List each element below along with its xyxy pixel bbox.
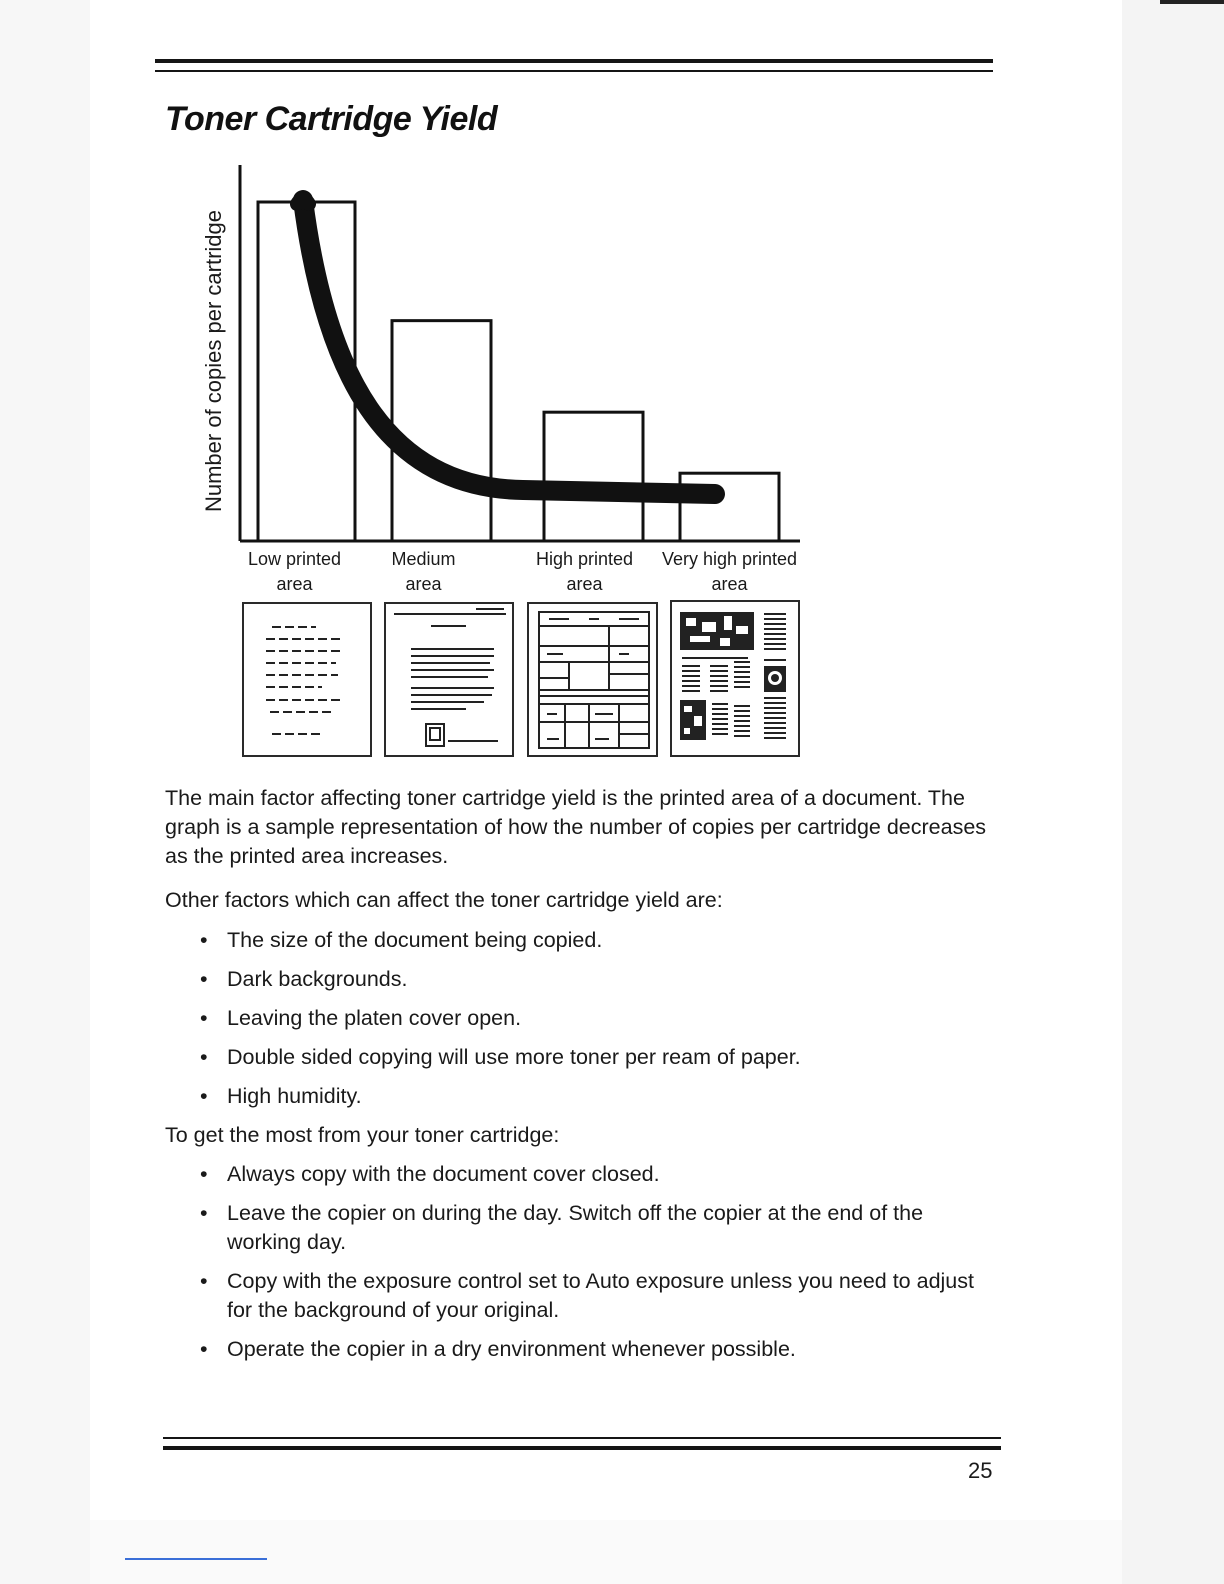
scan-bottom-band: [90, 1520, 1122, 1584]
tips-heading: To get the most from your toner cartridge:: [165, 1123, 560, 1147]
bullet-dot: •: [200, 1045, 208, 1069]
category-label: area: [405, 574, 442, 594]
thumbnail-very-high-density: [670, 600, 800, 757]
category-label: area: [276, 574, 313, 594]
header-rule-thin: [155, 70, 993, 72]
bullet-dot: •: [200, 967, 208, 991]
page-title: Toner Cartridge Yield: [165, 100, 498, 138]
scan-corner-mark: [1160, 0, 1224, 4]
factors-heading: Other factors which can affect the toner cartridge yield are:: [165, 888, 723, 912]
category-label: Low printed: [247, 549, 342, 569]
footer-rule-thick: [163, 1446, 1001, 1450]
footer-rule-thin: [163, 1437, 1001, 1439]
bullet-dot: •: [200, 1006, 208, 1030]
header-rule-thick: [155, 59, 993, 63]
tip-text: Always copy with the document cover closed.: [227, 1162, 660, 1186]
yield-chart: [195, 160, 835, 605]
factor-text: The size of the document being copied.: [227, 928, 603, 952]
y-axis-label: Number of copies per cartridge: [201, 209, 226, 513]
bullet-dot: •: [200, 1337, 208, 1361]
factor-text: High humidity.: [227, 1084, 362, 1108]
intro-paragraph: The main factor affecting toner cartridge yield is the printed area of a document. The graph is a sample representation of how the number of copies per cartridge decreases as the printed area increases.: [165, 786, 987, 868]
bullet-dot: •: [200, 1201, 208, 1225]
page-number: 25: [968, 1458, 993, 1483]
thumbnail-high-density: [527, 602, 658, 757]
trend-curve-tip: [297, 199, 309, 204]
bullet-dot: •: [200, 1084, 208, 1108]
scan-margin-left: [0, 0, 90, 1584]
factor-text: Dark backgrounds.: [227, 967, 408, 991]
factor-text: Leaving the platen cover open.: [227, 1006, 522, 1030]
trend-curve: [303, 200, 715, 494]
tip-text: Leave the copier on during the day. Switch off the copier at the end of the working day.: [227, 1201, 924, 1254]
category-label: Medium: [391, 549, 456, 569]
scan-blue-mark: [125, 1558, 267, 1560]
thumbnail-medium-density: [384, 602, 514, 757]
bar-high-printed-area: [544, 412, 643, 541]
tip-text: Operate the copier in a dry environment whenever possible.: [227, 1337, 796, 1361]
bullet-dot: •: [200, 928, 208, 952]
category-label: area: [711, 574, 748, 594]
category-label: High printed: [535, 549, 634, 569]
tip-text: Copy with the exposure control set to Auto exposure unless you need to adjust for the background of your original.: [227, 1269, 974, 1322]
bullet-dot: •: [200, 1269, 208, 1293]
thumbnail-low-density: [242, 602, 372, 757]
bullet-dot: •: [200, 1162, 208, 1186]
bar-very-high-printed-area: [680, 473, 779, 541]
bar-medium-area: [392, 321, 491, 541]
factor-text: Double sided copying will use more toner per ream of paper.: [227, 1045, 801, 1069]
category-label: Very high printed: [661, 549, 798, 569]
category-label: area: [566, 574, 603, 594]
scan-margin-right: [1122, 0, 1224, 1584]
